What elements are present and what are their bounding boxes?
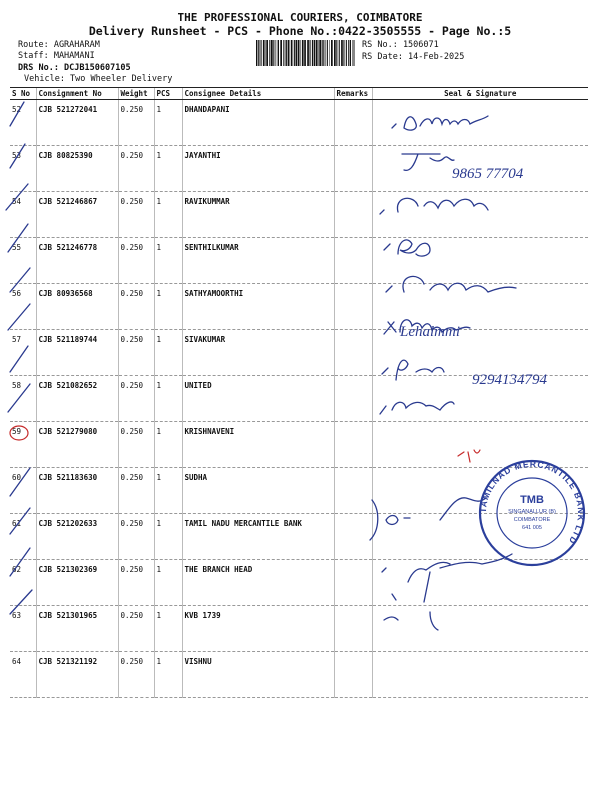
cell-consignment-no: CJB 521082652 (36, 376, 118, 422)
cell-sno: 58 (10, 376, 36, 422)
table-row (10, 652, 588, 698)
cell-seal-signature (372, 652, 588, 698)
cell-pcs: 1 (154, 652, 182, 698)
cell-seal-signature (372, 560, 588, 606)
barcode-bar (286, 40, 287, 66)
cell-sno: 62 (10, 560, 36, 606)
barcode (256, 40, 356, 66)
barcode-bar (319, 40, 321, 66)
cell-consignment-no: CJB 521202633 (36, 514, 118, 560)
cell-remarks (334, 146, 372, 192)
cell-remarks (334, 238, 372, 284)
cell-consignee-details: KRISHNAVENI (182, 422, 334, 468)
barcode-bar (353, 40, 354, 66)
cell-pcs: 1 (154, 146, 182, 192)
cell-weight: 0.250 (118, 560, 154, 606)
cell-remarks (334, 468, 372, 514)
barcode-bar (329, 40, 330, 66)
cell-weight: 0.250 (118, 514, 154, 560)
barcode-bar (310, 40, 311, 66)
cell-seal-signature (372, 606, 588, 652)
barcode-bar (346, 40, 347, 66)
barcode-bar (325, 40, 326, 66)
barcode-bar (263, 40, 265, 66)
handwritten-name-57: Lehalmmi (400, 324, 460, 340)
barcode-bar (327, 40, 328, 66)
cell-consignee-details: DHANDAPANI (182, 100, 334, 146)
cell-remarks (334, 330, 372, 376)
cell-consignee-details: SIVAKUMAR (182, 330, 334, 376)
cell-remarks (334, 514, 372, 560)
barcode-bar (283, 40, 284, 66)
barcode-bar (278, 40, 279, 66)
table-row (10, 560, 588, 606)
barcode-bar (288, 40, 290, 66)
col-header-sno: S No (10, 88, 36, 100)
barcode-bar (280, 40, 282, 66)
barcode-bar (285, 40, 286, 66)
cell-consignment-no: CJB 521302369 (36, 560, 118, 606)
cell-pcs: 1 (154, 606, 182, 652)
cell-sno: 55 (10, 238, 36, 284)
table-row (10, 376, 588, 422)
cell-consignment-no: CJB 521279080 (36, 422, 118, 468)
cell-seal-signature (372, 422, 588, 468)
company-title: THE PROFESSIONAL COURIERS, COIMBATORE (177, 11, 423, 24)
rs-date: RS Date: 14-Feb-2025 (362, 52, 465, 62)
table-row (10, 330, 588, 376)
barcode-bar (275, 40, 276, 66)
table-row (10, 100, 588, 146)
col-header-seal-signature: Seal & Signature (372, 88, 588, 100)
cell-seal-signature (372, 146, 588, 192)
cell-consignment-no: CJB 80825390 (36, 146, 118, 192)
cell-sno: 52 (10, 100, 36, 146)
cell-sno: 56 (10, 284, 36, 330)
barcode-bar (352, 40, 353, 66)
cell-seal-signature (372, 238, 588, 284)
cell-sno: 60 (10, 468, 36, 514)
cell-weight: 0.250 (118, 146, 154, 192)
cell-pcs: 1 (154, 100, 182, 146)
barcode-bar (331, 40, 333, 66)
cell-seal-signature (372, 100, 588, 146)
drs-number: DRS No.: DCJB150607105 (18, 63, 131, 73)
stamp-logo: TMB (520, 494, 544, 506)
barcode-bar (316, 40, 318, 66)
barcode-bar (259, 40, 260, 66)
cell-weight: 0.250 (118, 284, 154, 330)
barcode-bar (269, 40, 270, 66)
barcode-bar (343, 40, 344, 66)
cell-remarks (334, 192, 372, 238)
table-row (10, 514, 588, 560)
table-header-row (10, 88, 588, 100)
cell-weight: 0.250 (118, 468, 154, 514)
cell-weight: 0.250 (118, 422, 154, 468)
barcode-bar (298, 40, 300, 66)
stamp-branch: SINGANALLUR (B) (508, 509, 556, 515)
cell-consignment-no: CJB 521301965 (36, 606, 118, 652)
barcode-bar (266, 40, 268, 66)
cell-seal-signature (372, 284, 588, 330)
barcode-bar (304, 40, 306, 66)
cell-pcs: 1 (154, 238, 182, 284)
cell-consignee-details: JAYANTHI (182, 146, 334, 192)
barcode-bar (265, 40, 266, 66)
col-header-consignee: Consignee Details (182, 88, 334, 100)
barcode-bar (302, 40, 304, 66)
barcode-bar (312, 40, 313, 66)
col-header-pcs: PCS (154, 88, 182, 100)
cell-consignee-details: VISHNU (182, 652, 334, 698)
cell-seal-signature (372, 330, 588, 376)
handwritten-phone-58: 9294134794 (472, 372, 547, 388)
barcode-bar (350, 40, 351, 66)
barcode-bar (336, 40, 337, 66)
cell-consignee-details: RAVIKUMMAR (182, 192, 334, 238)
col-header-consignment: Consignment No (36, 88, 118, 100)
barcode-bar (294, 40, 295, 66)
cell-consignment-no: CJB 80936568 (36, 284, 118, 330)
barcode-bar (322, 40, 323, 66)
cell-sno: 54 (10, 192, 36, 238)
cell-weight: 0.250 (118, 376, 154, 422)
table-row (10, 238, 588, 284)
barcode-bar (271, 40, 273, 66)
cell-remarks (334, 100, 372, 146)
stamp-city: COIMBATORE (513, 517, 551, 523)
cell-pcs: 1 (154, 192, 182, 238)
cell-pcs: 1 (154, 330, 182, 376)
cell-weight: 0.250 (118, 330, 154, 376)
rs-number: RS No.: 1506071 (362, 40, 439, 50)
col-header-weight: Weight (118, 88, 154, 100)
cell-remarks (334, 284, 372, 330)
cell-weight: 0.250 (118, 238, 154, 284)
table-row (10, 468, 588, 514)
stamp-ring-text: TAMILNAD MERCANTILE BANK LTD (477, 458, 587, 547)
table-row (10, 422, 588, 468)
table-row (10, 146, 588, 192)
barcode-bar (258, 40, 259, 66)
stamp-pin: 641 005 (522, 525, 542, 531)
cell-sno: 59 (10, 422, 36, 468)
cell-seal-signature (372, 468, 588, 514)
cell-consignee-details: UNITED (182, 376, 334, 422)
cell-sno: 61 (10, 514, 36, 560)
cell-pcs: 1 (154, 376, 182, 422)
cell-consignee-details: SENTHILKUMAR (182, 238, 334, 284)
cell-consignee-details: THE BRANCH HEAD (182, 560, 334, 606)
cell-pcs: 1 (154, 422, 182, 468)
cell-weight: 0.250 (118, 652, 154, 698)
cell-seal-signature (372, 376, 588, 422)
cell-pcs: 1 (154, 468, 182, 514)
cell-consignment-no: CJB 521272041 (36, 100, 118, 146)
barcode-bar (256, 40, 257, 66)
barcode-bar (296, 40, 298, 66)
handwritten-phone-53: 9865 77704 (452, 166, 524, 182)
cell-pcs: 1 (154, 284, 182, 330)
cell-weight: 0.250 (118, 192, 154, 238)
barcode-bar (318, 40, 319, 66)
barcode-bar (339, 40, 340, 66)
cell-pcs: 1 (154, 560, 182, 606)
cell-consignee-details: SATHYAMOORTHI (182, 284, 334, 330)
barcode-bar (334, 40, 336, 66)
cell-seal-signature (372, 192, 588, 238)
cell-consignment-no: CJB 521189744 (36, 330, 118, 376)
cell-consignee-details: TAMIL NADU MERCANTILE BANK (182, 514, 334, 560)
cell-sno: 63 (10, 606, 36, 652)
cell-consignment-no: CJB 521246778 (36, 238, 118, 284)
barcode-bar (261, 40, 262, 66)
col-header-remarks: Remarks (334, 88, 372, 100)
barcode-bar (291, 40, 293, 66)
barcode-bar (300, 40, 301, 66)
runsheet-subtitle: Delivery Runsheet - PCS - Phone No.:0422-3505555 - Page No.:5 (88, 24, 512, 38)
cell-remarks (334, 376, 372, 422)
cell-remarks (334, 606, 372, 652)
cell-pcs: 1 (154, 514, 182, 560)
cell-weight: 0.250 (118, 100, 154, 146)
cell-remarks (334, 560, 372, 606)
barcode-bar (341, 40, 343, 66)
cell-consignee-details: KVB 1739 (182, 606, 334, 652)
barcode-bar (273, 40, 274, 66)
cell-remarks (334, 422, 372, 468)
barcode-bar (314, 40, 316, 66)
barcode-bar (307, 40, 309, 66)
staff-label: Staff: MAHAMANI (18, 51, 95, 61)
cell-consignment-no: CJB 521321192 (36, 652, 118, 698)
barcode-bar (355, 40, 356, 66)
cell-sno: 57 (10, 330, 36, 376)
cell-sno: 53 (10, 146, 36, 192)
cell-sno: 64 (10, 652, 36, 698)
cell-consignment-no: CJB 521246867 (36, 192, 118, 238)
table-row (10, 192, 588, 238)
barcode-bar (323, 40, 324, 66)
route-label: Route: AGRAHARAM (18, 40, 100, 50)
barcode-bar (348, 40, 349, 66)
runsheet-table (10, 87, 588, 698)
cell-remarks (334, 652, 372, 698)
vehicle-label: Vehicle: Two Wheeler Delivery (24, 74, 173, 84)
cell-consignment-no: CJB 521183630 (36, 468, 118, 514)
cell-weight: 0.250 (118, 606, 154, 652)
barcode-bar (277, 40, 278, 66)
cell-consignee-details: SUDHA (182, 468, 334, 514)
cell-seal-signature (372, 514, 588, 560)
table-row (10, 606, 588, 652)
table-row (10, 284, 588, 330)
